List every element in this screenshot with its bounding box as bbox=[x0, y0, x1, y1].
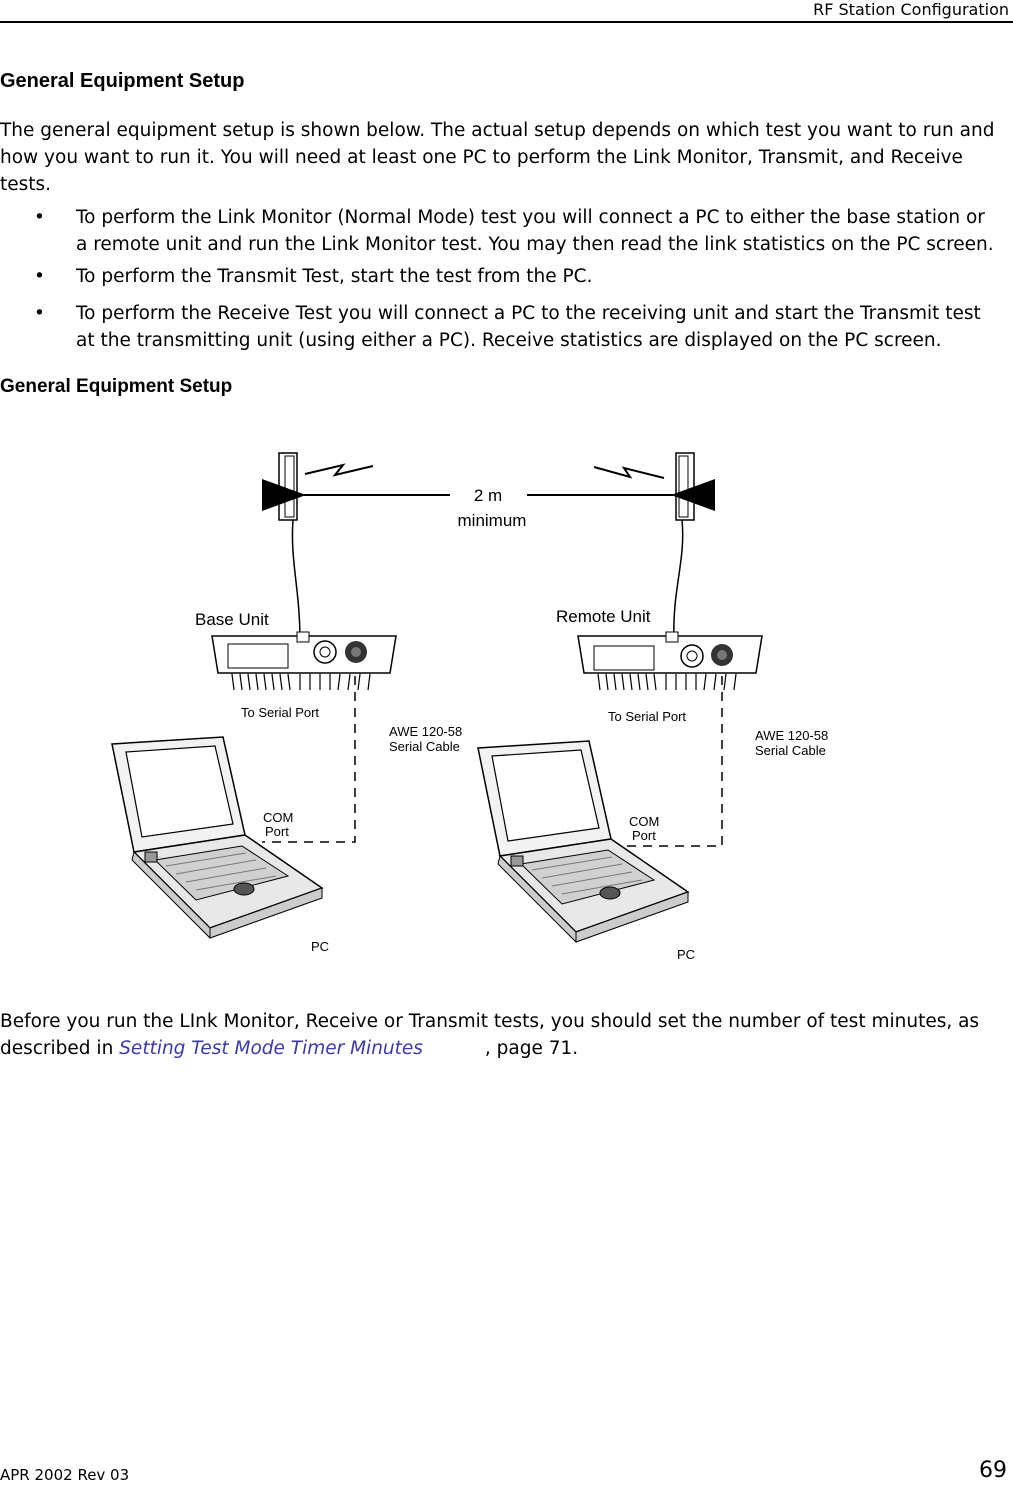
cable-label-line1: AWE 120-58 bbox=[755, 728, 829, 743]
com-port-label: Port bbox=[632, 828, 656, 843]
laptop-pc-icon bbox=[112, 737, 322, 938]
pc-label: PC bbox=[311, 939, 330, 954]
figure-caption: General Equipment Setup bbox=[0, 376, 233, 397]
bullet-text: To perform the Transmit Test, start the test from the PC. bbox=[76, 266, 593, 287]
distance-note: minimum bbox=[457, 511, 527, 530]
serial-port-label: To Serial Port bbox=[608, 709, 687, 724]
header-rule bbox=[0, 21, 1013, 23]
cross-reference-link[interactable]: Setting Test Mode Timer Minutes bbox=[119, 1038, 423, 1059]
section-heading: General Equipment Setup bbox=[0, 70, 245, 92]
base-unit-device bbox=[212, 632, 396, 690]
laptop-pc-icon bbox=[478, 741, 688, 942]
bullet-glyph: • bbox=[34, 207, 45, 228]
footer-revision: APR 2002 Rev 03 bbox=[0, 1466, 130, 1484]
cable-label-line1: AWE 120-58 bbox=[389, 724, 463, 739]
remote-unit-device bbox=[578, 632, 762, 690]
com-port-label: COM bbox=[263, 810, 294, 825]
remote-antenna-icon bbox=[674, 453, 694, 640]
distance-label: 2 m bbox=[473, 486, 503, 505]
serial-port-label: To Serial Port bbox=[241, 705, 320, 720]
cable-label-line2: Serial Cable bbox=[755, 743, 826, 758]
bullet-text: To perform the Receive Test you will connect a PC to the receiving unit and start the Transmit test at the transmitting unit (using either a PC). Receive statistics are displayed on the PC screen. bbox=[76, 303, 981, 351]
closing-text-end: , page 71. bbox=[484, 1038, 579, 1059]
remote-unit-label: Remote Unit bbox=[556, 607, 651, 626]
page-number: 69 bbox=[979, 1458, 1007, 1483]
com-port-label: COM bbox=[629, 814, 660, 829]
bullet-glyph: • bbox=[34, 303, 45, 324]
signal-bolt-icon bbox=[305, 465, 373, 475]
base-antenna-icon bbox=[279, 453, 300, 640]
closing-text: Before you run the LInk Monitor, Receive or Transmit tests, you should set the number of test minutes, as described in bbox=[0, 1011, 980, 1059]
bullet-glyph: • bbox=[34, 266, 45, 287]
closing-paragraph bbox=[0, 1008, 1000, 1062]
running-header: RF Station Configuration bbox=[813, 0, 1009, 19]
equipment-setup-diagram bbox=[0, 440, 1013, 970]
cable-label-line2: Serial Cable bbox=[389, 739, 460, 754]
com-port-label: Port bbox=[265, 824, 289, 839]
base-unit-label: Base Unit bbox=[195, 610, 269, 629]
bullet-text: To perform the Link Monitor (Normal Mode) test you will connect a PC to either the base station or a remote unit and run the Link Monitor test. You may then read the link statistics on the PC screen. bbox=[76, 207, 994, 255]
intro-paragraph: The general equipment setup is shown below. The actual setup depends on which test you want to run and how you want to run it. You will need at least one PC to perform the Link Monitor, Transmit, and Receive tests. bbox=[0, 120, 995, 195]
signal-bolt-icon bbox=[594, 467, 664, 478]
pc-label: PC bbox=[677, 947, 696, 962]
